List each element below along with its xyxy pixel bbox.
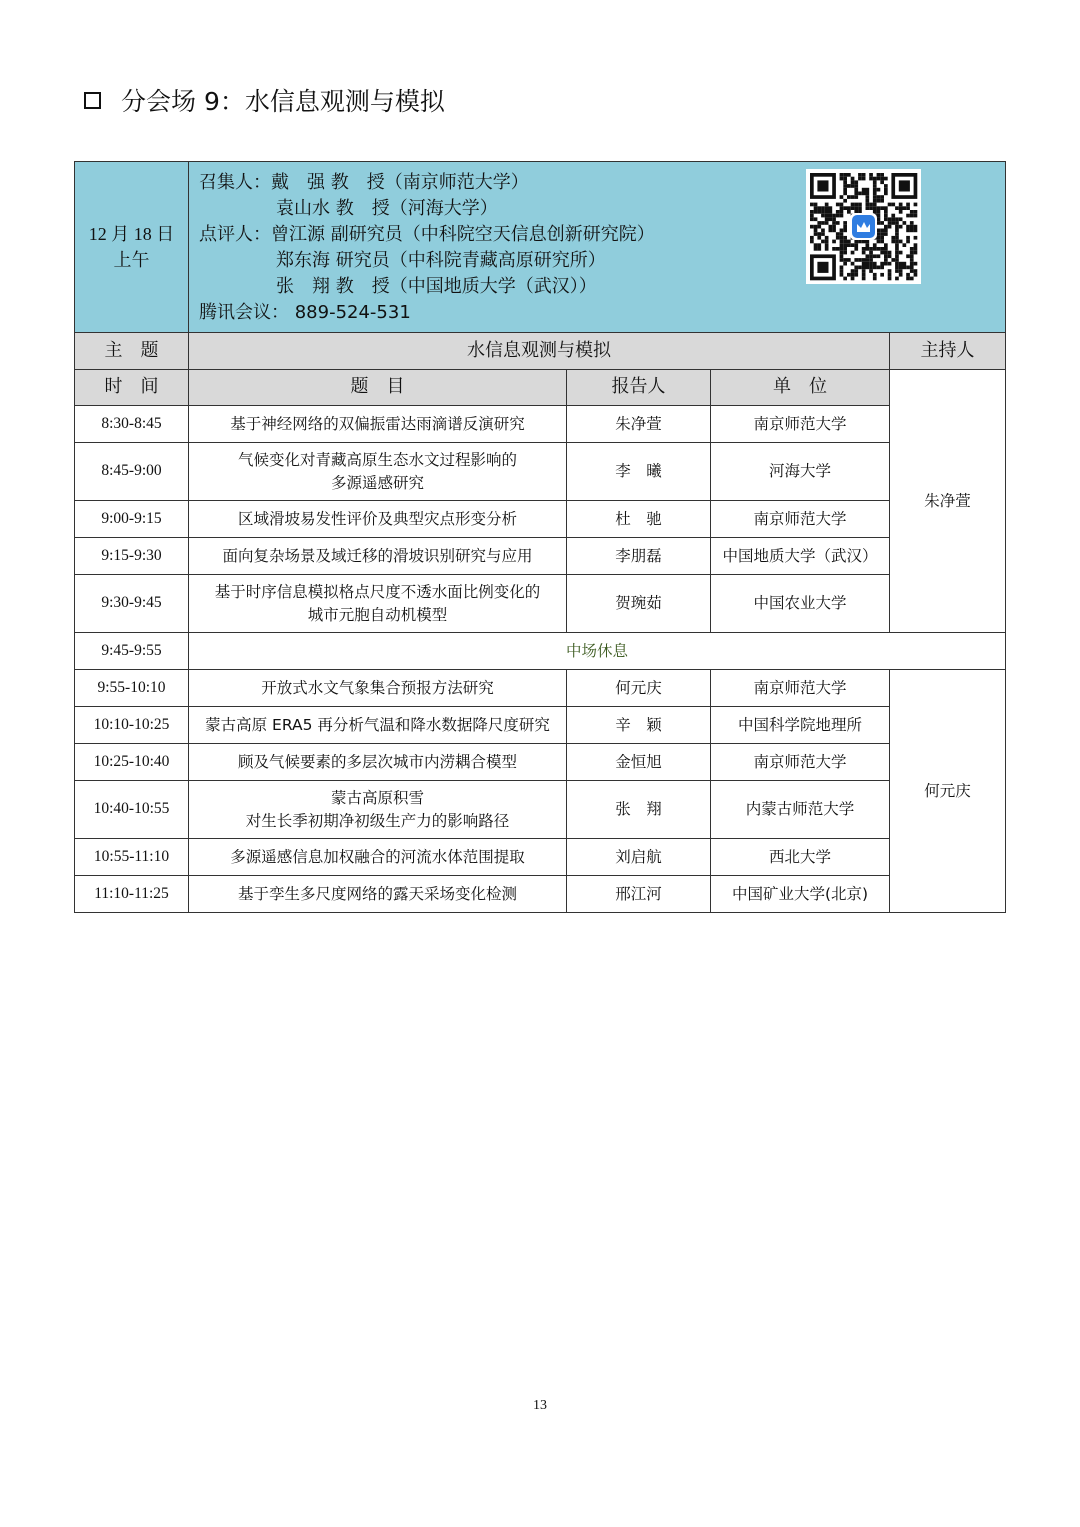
reviewer-line-3: 张 翔 教 授（中国地质大学（武汉）） [276, 276, 597, 298]
row-time: 9:55-10:10 [75, 670, 189, 707]
theme-row [75, 333, 1006, 370]
table-row [75, 443, 1006, 501]
row-topic-line: 对生长季初期净初级生产力的影响路径 [245, 811, 510, 830]
row-time: 9:15-9:30 [75, 538, 189, 575]
row-topic [189, 538, 567, 575]
row-speaker: 邢江河 [567, 876, 711, 913]
row-topic [189, 443, 567, 501]
reviewer-line-2: 郑东海 研究员（中科院青藏高原研究所） [276, 250, 606, 271]
break-time: 9:45-9:55 [75, 633, 189, 670]
section-title: 分会场 9：水信息观测与模拟 [121, 87, 445, 116]
table-row [75, 575, 1006, 633]
row-topic-line: 多源遥感信息加权融合的河流水体范围提取 [230, 847, 525, 866]
row-speaker: 刘启航 [567, 839, 711, 876]
table-row [75, 781, 1006, 839]
row-speaker: 李朋磊 [567, 538, 711, 575]
col-speaker: 报告人 [567, 370, 711, 406]
row-unit: 南京师范大学 [711, 501, 890, 538]
theme-value: 水信息观测与模拟 [189, 333, 890, 370]
row-unit: 中国农业大学 [711, 575, 890, 633]
row-speaker: 辛 颖 [567, 707, 711, 744]
row-time: 8:45-9:00 [75, 443, 189, 501]
row-unit: 南京师范大学 [711, 406, 890, 443]
row-speaker: 朱净萱 [567, 406, 711, 443]
row-topic [189, 876, 567, 913]
session-info [189, 162, 1006, 333]
row-speaker: 金恒旭 [567, 744, 711, 781]
break-row [75, 633, 1006, 670]
row-time: 10:55-11:10 [75, 839, 189, 876]
row-unit: 河海大学 [711, 443, 890, 501]
row-topic-line: 蒙古高原积雪 [330, 789, 424, 808]
theme-label: 主 题 [75, 333, 189, 370]
col-time: 时 间 [75, 370, 189, 406]
row-topic [189, 781, 567, 839]
row-speaker: 张 翔 [567, 781, 711, 839]
table-row [75, 538, 1006, 575]
host-cell-1: 朱净萱 [890, 370, 1006, 633]
row-unit: 中国科学院地理所 [711, 707, 890, 744]
session-date-text: 12 月 18 日 [88, 223, 175, 244]
row-topic-line: 基于孪生多尺度网络的露天采场变化检测 [237, 884, 517, 903]
row-speaker: 贺琬茹 [567, 575, 711, 633]
convener-line-2: 袁山水 教 授（河海大学） [276, 197, 498, 219]
table-row [75, 670, 1006, 707]
table-row [75, 501, 1006, 538]
convener-line: 召集人：戴 强 教 授（南京师范大学） [199, 171, 529, 193]
row-topic [189, 670, 567, 707]
break-label: 中场休息 [189, 633, 1006, 670]
row-unit: 中国地质大学（武汉） [711, 538, 890, 575]
host-label: 主持人 [890, 333, 1006, 370]
row-topic-line: 开放式水文气象集合预报方法研究 [261, 678, 494, 697]
row-time: 10:10-10:25 [75, 707, 189, 744]
row-topic [189, 501, 567, 538]
row-speaker: 杜 驰 [567, 501, 711, 538]
row-unit: 南京师范大学 [711, 744, 890, 781]
row-topic-line: 区域滑坡易发性评价及典型灾点形变分析 [237, 509, 517, 528]
section-heading [84, 82, 445, 118]
row-topic [189, 839, 567, 876]
tencent-meeting-line: 腾讯会议： 889-524-531 [199, 302, 411, 324]
col-unit: 单 位 [711, 370, 890, 406]
row-topic-line: 气候变化对青藏高原生态水文过程影响的 [237, 451, 517, 470]
row-topic-line: 城市元胞自动机模型 [307, 605, 448, 624]
row-time: 9:30-9:45 [75, 575, 189, 633]
page-number: 13 [533, 1398, 547, 1413]
session-header-row [75, 162, 1006, 333]
qr-code-icon[interactable] [806, 169, 921, 284]
reviewer-line: 点评人：曾江源 副研究员（中科院空天信息创新研究院） [199, 223, 655, 245]
row-unit: 中国矿业大学(北京) [711, 876, 890, 913]
row-topic [189, 575, 567, 633]
row-time: 9:00-9:15 [75, 501, 189, 538]
col-topic: 题 目 [189, 370, 567, 406]
row-time: 10:40-10:55 [75, 781, 189, 839]
table-row [75, 707, 1006, 744]
row-topic-line: 基于神经网络的双偏振雷达雨滴谱反演研究 [230, 414, 525, 433]
row-topic-line: 多源遥感研究 [330, 473, 424, 492]
row-topic-line: 顾及气候要素的多层次城市内涝耦合模型 [237, 752, 517, 771]
column-header-row [75, 370, 1006, 406]
row-topic-line: 蒙古高原 ERA5 再分析气温和降水数据降尺度研究 [205, 715, 550, 734]
row-unit: 南京师范大学 [711, 670, 890, 707]
row-time: 8:30-8:45 [75, 406, 189, 443]
table-row [75, 406, 1006, 443]
session-date [75, 162, 189, 333]
row-topic [189, 707, 567, 744]
row-unit: 西北大学 [711, 839, 890, 876]
schedule-table [74, 161, 1006, 913]
row-topic [189, 406, 567, 443]
row-time: 10:25-10:40 [75, 744, 189, 781]
row-topic-line: 基于时序信息模拟格点尺度不透水面比例变化的 [214, 583, 541, 602]
row-unit: 内蒙古师范大学 [711, 781, 890, 839]
table-row [75, 744, 1006, 781]
row-time: 11:10-11:25 [75, 876, 189, 913]
table-row [75, 876, 1006, 913]
row-topic-line: 面向复杂场景及域迁移的滑坡识别研究与应用 [222, 546, 533, 565]
row-topic [189, 744, 567, 781]
row-speaker: 李 曦 [567, 443, 711, 501]
table-row [75, 839, 1006, 876]
host-cell-2: 何元庆 [890, 670, 1006, 913]
square-bullet-icon [84, 92, 101, 109]
row-speaker: 何元庆 [567, 670, 711, 707]
session-period: 上午 [113, 250, 150, 270]
